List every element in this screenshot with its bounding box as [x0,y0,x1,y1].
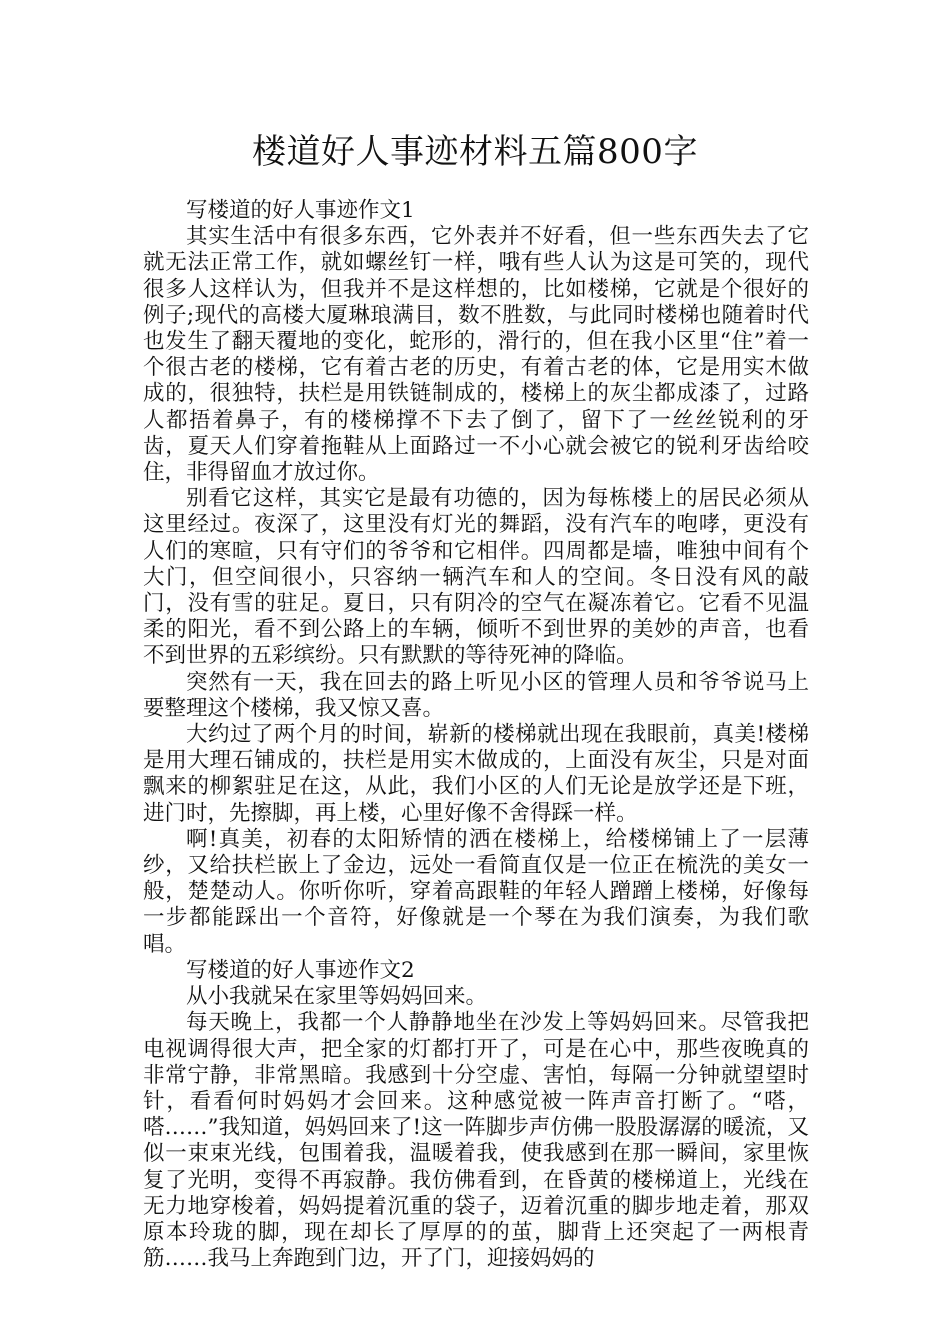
document-title: 楼道好人事迹材料五篇800字 [252,132,698,172]
essay-heading-2: 写楼道的好人事迹作文2 [186,957,415,983]
body-paragraph: 大约过了两个月的时间，崭新的楼梯就出现在我眼前，真美!楼梯是用大理石铺成的，扶栏是用实木做成的，上面没有灰尘，只是对面飘来的柳絮驻足在这，从此，我们小区的人们无论是放学还是下班，进门时，先擦脚，再上楼，心里好像不舍得踩一样。 [143,722,809,826]
body-paragraph: 其实生活中有很多东西，它外表并不好看，但一些东西失去了它就无法正常工作，就如螺丝钉一样，哦有些人认为这是可笑的，现代很多人这样认为，但我并不是这样想的，比如楼梯，它就是个很好的例子;现代的高楼大厦琳琅满目，数不胜数，与此同时楼梯也随着时代也发生了翻天覆地的变化，蛇形的，滑行的，但在我小区里“住”着一个很古老的楼梯，它有着古老的历史，有着古老的体，它是用实木做成的，很独特，扶栏是用铁链制成的，楼梯上的灰尘都成漆了，过路人都捂着鼻子，有的楼梯撑不下去了倒了，留下了一丝丝锐利的牙齿，夏天人们穿着拖鞋从上面路过一不小心就会被它的锐利牙齿给咬住，非得留血才放过你。 [143,224,809,486]
body-paragraph: 啊!真美，初春的太阳矫情的洒在楼梯上，给楼梯铺上了一层薄纱，又给扶栏嵌上了金边，远处一看简直仅是一位正在梳洗的美女一般，楚楚动人。你听你听，穿着高跟鞋的年轻人蹭蹭上楼梯，好像每一步都能踩出一个音符，好像就是一个琴在为我们演奏，为我们歌唱。 [143,826,809,957]
body-paragraph: 每天晚上，我都一个人静静地坐在沙发上等妈妈回来。尽管我把电视调得很大声，把全家的灯都打开了，可是在心中，那些夜晚真的非常宁静，非常黑暗。我感到十分空虚、害怕，每隔一分钟就望望时针，看看何时妈妈才会回来。这种感觉被一阵声音打断了。“嗒，嗒……”我知道，妈妈回来了!这一阵脚步声仿佛一股股潺潺的暖流，又似一束束光线，包围着我，温暖着我，使我感到在那一瞬间，家里恢复了光明，变得不再寂静。我仿佛看到，在昏黄的楼梯道上，光线在无力地穿梭着，妈妈提着沉重的袋子，迈着沉重的脚步地走着，那双原本玲珑的脚，现在却长了厚厚的的茧，脚背上还突起了一两根青筋……我马上奔跑到门边，开了门，迎接妈妈的 [143,1010,809,1272]
body-paragraph: 别看它这样，其实它是最有功德的，因为每栋楼上的居民必须从这里经过。夜深了，这里没有灯光的舞蹈，没有汽车的咆哮，更没有人们的寒暄，只有守们的爷爷和它相伴。四周都是墙，唯独中间有个大门，但空间很小，只容纳一辆汽车和人的空间。冬日没有风的敲门，没有雪的驻足。夏日，只有阴冷的空气在凝冻着它。它看不见温柔的阳光，看不到公路上的车辆，倾听不到世界的美妙的声音，也看不到世界的五彩缤纷。只有默默的等待死神的降临。 [143,486,809,669]
body-paragraph: 突然有一天，我在回去的路上听见小区的管理人员和爷爷说马上要整理这个楼梯，我又惊又喜。 [143,669,809,721]
body-paragraph: 从小我就呆在家里等妈妈回来。 [186,984,488,1010]
document-body [143,198,809,1272]
essay-heading-1: 写楼道的好人事迹作文1 [186,198,415,223]
